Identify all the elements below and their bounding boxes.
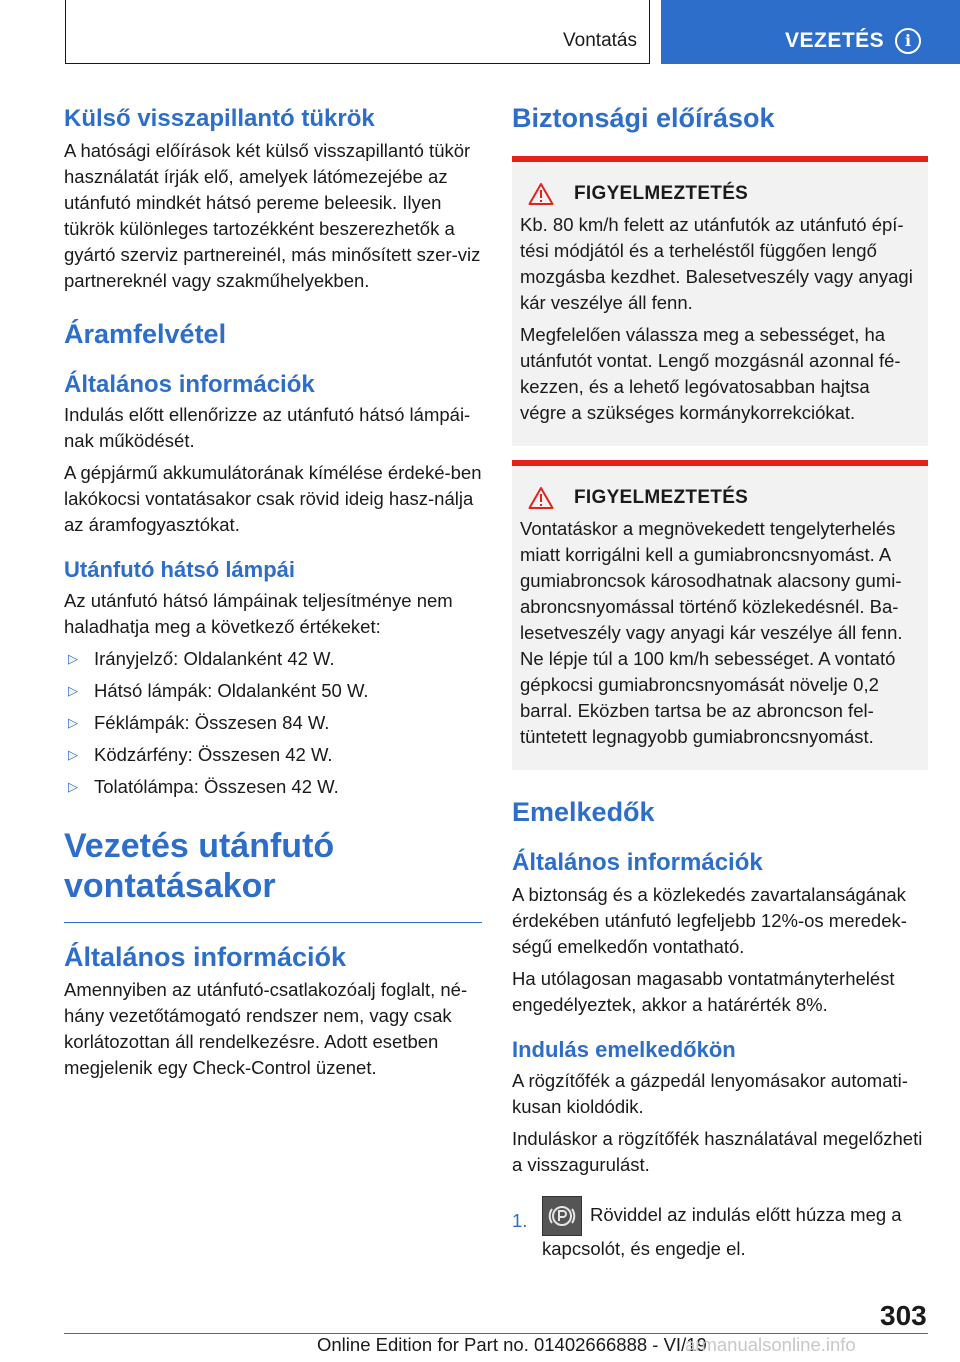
triangle-bullet-icon: ▷ <box>68 651 78 666</box>
list-item: ▷ Féklámpák: Összesen 84 W. <box>64 710 482 736</box>
power-heading: Áramfelvétel <box>64 319 227 349</box>
hillstart-heading: Indulás emelkedőkön <box>512 1037 736 1062</box>
safety-heading: Biztonsági előírások <box>512 103 775 133</box>
list-item: ▷ Hátsó lámpák: Oldalanként 50 W. <box>64 678 482 704</box>
general3-paragraph-2: Ha utólagosan magasabb vontatmányterhelést engedélyeztek, akkor a határérték 8%. <box>512 968 895 1015</box>
warning-triangle-icon <box>528 486 554 510</box>
warning-header <box>520 486 920 510</box>
general3-heading: Általános információk <box>512 849 763 876</box>
header-chapter-title: VEZETÉS <box>785 29 885 52</box>
general2-heading: Általános információk <box>64 942 347 972</box>
footer-watermark: armanualsonline.info <box>685 1334 856 1355</box>
header-chapter-box <box>661 0 960 64</box>
warning-title: FIGYELMEZTETÉS <box>574 487 749 508</box>
driving-heading: Vezetés utánfutó vontatásakor <box>64 827 335 905</box>
triangle-bullet-icon: ▷ <box>68 683 78 698</box>
right-column <box>512 100 928 1262</box>
mirrors-heading: Külső visszapillantó tükrök <box>64 105 375 132</box>
warning-triangle-icon <box>528 182 554 206</box>
warning-header <box>520 182 920 206</box>
warning-box-2 <box>512 460 928 770</box>
page-number: 303 <box>880 1300 927 1331</box>
left-column <box>64 100 482 1081</box>
triangle-bullet-icon: ▷ <box>68 747 78 762</box>
section-divider <box>64 922 482 923</box>
list-item <box>512 1196 928 1262</box>
general3-paragraph-1: A biztonság és a közlekedés zavartalanságának érdekében utánfutó legfeljebb 12%-os meredek-ségű emelkedőn vontatható. <box>512 884 907 957</box>
warning-paragraph-1: Vontatáskor a megnövekedett tengelyterhelés miatt korrigálni kell a gumiabroncsnyomást. A gumiabroncsok károsodhatnak alacsony gumi-abroncsnyomással történő közlekedésnél. Ba-lesetveszély vagy anyagi kár veszélye áll fenn. Ne lépje túl a 100 km/h sebességet. A vontató gépkocsi gumiabroncsnyomását növelje 0,2 barral. Eközben tartsa be az abroncson fel-tüntetett legnagyobb gumiabroncsnyomást. <box>520 518 903 747</box>
hillstart-paragraph-1: A rögzítőfék a gázpedál lenyomásakor automati-kusan kioldódik. <box>512 1070 908 1117</box>
general1-paragraph-1: Indulás előtt ellenőrizze az utánfutó hátsó lámpái-nak működését. <box>64 404 471 451</box>
header-section-title: Vontatás <box>563 30 637 51</box>
list-item: ▷ Tolatólámpa: Összesen 42 W. <box>64 774 482 800</box>
hillstart-paragraph-2: Induláskor a rögzítőfék használatával megelőzheti a visszagurulást. <box>512 1128 923 1175</box>
list-item: ▷ Irányjelző: Oldalanként 42 W. <box>64 646 482 672</box>
warning-title: FIGYELMEZTETÉS <box>574 183 749 204</box>
step-text: Röviddel az indulás előtt húzza meg a kapcsolót, és engedje el. <box>542 1203 902 1259</box>
general1-heading: Általános információk <box>64 371 315 398</box>
mirrors-text: A hatósági előírások két külső visszapillantó tükör használatát írják elő, amelyek látómezejébe az utánfutó mindkét hátsó pereme beleesik. Ilyen tükrök különleges tartozékként beszerezhetők a gyártó szerviz partnereinél, más minősített szer-viz partnereknél vagy szakműhelyekben. <box>64 140 481 291</box>
general2-text: Amennyiben az utánfutó-csatlakozóalj foglalt, né-hány vezetőtámogató rendszer nem, vagy csak korlátozottan áll rendelkezésre. Adott esetben megjelenik egy Check-Control üzenet. <box>64 979 468 1078</box>
slopes-heading: Emelkedők <box>512 797 655 827</box>
lamps-heading: Utánfutó hátsó lámpái <box>64 557 296 582</box>
steps-list <box>512 1196 928 1262</box>
lamps-list <box>64 646 482 800</box>
general1-paragraph-2: A gépjármű akkumulátorának kímélése érdeké-ben lakókocsi vontatásakor csak rövid ideig hasz-nálja az áramfogyasztókat. <box>64 462 482 535</box>
lamps-intro: Az utánfutó hátsó lámpáinak teljesítménye nem haladhatja meg a következő értékeket: <box>64 590 453 637</box>
parking-brake-icon <box>542 1196 582 1236</box>
warning-box-1 <box>512 156 928 446</box>
footer-edition: Online Edition for Part no. 01402666888 - VI/19 <box>317 1334 707 1355</box>
list-item: ▷ Ködzárfény: Összesen 42 W. <box>64 742 482 768</box>
triangle-bullet-icon: ▷ <box>68 715 78 730</box>
step-number: 1. <box>512 1210 528 1231</box>
info-icon: i <box>895 28 921 54</box>
header-section-box <box>65 0 650 64</box>
warning-paragraph-1: Kb. 80 km/h felett az utánfutók az utánfutó épí-tési módjától és a terheléstől függően lengő mozgásba kezdhet. Balesetveszély vagy anyagi kár veszélye áll fenn. <box>520 214 913 313</box>
warning-paragraph-2: Megfelelően válassza meg a sebességet, ha utánfutót vontat. Lengő mozgásnál azonnal fé-kezzen, és a lehető legóvatosabban hajtsa végre a szükséges kormánykorrekciókat. <box>520 324 901 423</box>
triangle-bullet-icon: ▷ <box>68 779 78 794</box>
